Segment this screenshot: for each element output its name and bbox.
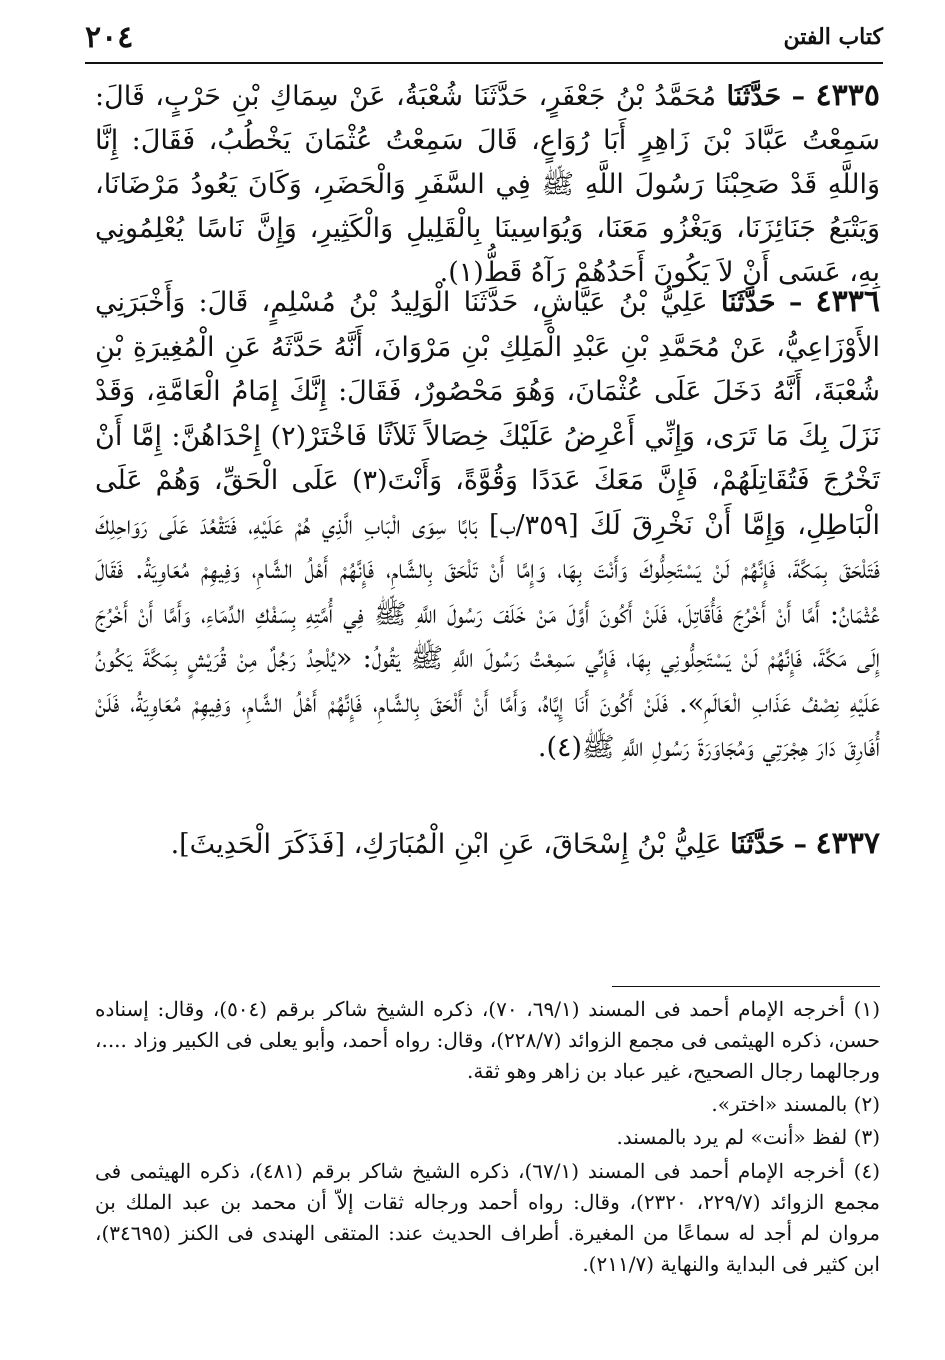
hadith-text: مُحَمَّدُ بْنُ جَعْفَرٍ، حَدَّثَنَا شُعْبَةُ، عَنْ سِمَاكِ بْنِ حَرْبٍ، قَالَ: سَمِعْتُ عَبَّادَ بْنَ زَاهِرٍ أَبَا رُوَاعٍ، قَالَ سَمِعْتُ عُثْمَانَ يَخْطُبُ، فَقَالَ: إِنَّا وَاللَّهِ قَدْ صَحِبْنَا رَسُولَ اللَّهِ ﷺ فِي السَّفَرِ وَالْحَضَرِ، وَكَانَ يَعُودُ مَرْضَانَا، وَيَتْبَعُ جَنَائِزَنَا، وَيَغْزُو مَعَنَا، وَيُوَاسِينَا بِالْقَلِيلِ وَالْكَثِيرِ، وَإِنَّ نَاسًا يُعْلِمُونِي بِهِ، عَسَى أَنْ لاَ يَكُونَ أَحَدُهُمْ رَآهُ قَطُّ(١). [95, 81, 880, 288]
page-header [85, 14, 883, 60]
hadith-entry [95, 822, 880, 867]
hadith-number: ٤٣٣٧ [815, 826, 880, 861]
footnote-rule [612, 986, 880, 987]
footnotes [95, 994, 880, 1280]
hadith-entry [95, 74, 880, 295]
hadith-opening: حَدَّثَنَا [730, 829, 785, 860]
hadith-opening: حَدَّثَنَا [726, 81, 782, 112]
hadith-separator: – [793, 829, 807, 860]
footnote: (١) أخرجه الإمام أحمد فى المسند (٦٩/١، ٧٠)، ذكره الشيخ شاكر برقم (٥٠٤)، وقال: إسناده حسن، ذكره الهيثمى فى مجمع الزوائد (٢٢٨/٧)، وقال: رواه أحمد، وأبو يعلى فى الكبير وزاد ....، ورجالهما رجال الصحيح، غير عباد بن زاهر وهو ثقة. [95, 997, 881, 1083]
hadith-separator: – [791, 81, 806, 112]
header-rule [85, 62, 883, 64]
page-number: ٢٠٤ [85, 20, 134, 55]
hadith-entry [95, 280, 880, 771]
hadith-text: عَلِيُّ بْنُ عَيَّاشٍ، حَدَّثَنَا الْوَلِيدُ بْنُ مُسْلِمٍ، قَالَ: وَأَخْبَرَنِي الأَوْزَاعِيُّ، عَنْ مُحَمَّدِ بْنِ عَبْدِ الْمَلِكِ بْنِ مَرْوَانَ، أَنَّهُ حَدَّثَهُ عَنِ الْمُغِيرَةِ بْنِ شُعْبَةَ، أَنَّهُ دَخَلَ عَلَى عُثْمَانَ، وَهُوَ مَحْصُورٌ، فَقَالَ: إِنَّكَ إِمَامُ الْعَامَّةِ، وَقَدْ نَزَلَ بِكَ مَا تَرَى، وَإِنِّي أَعْرِضُ عَلَيْكَ خِصَالاً ثَلاَثًا فَاخْتَرْ(٢) إِحْدَاهُنَّ: إِمَّا أَنْ تَخْرُجَ فَتُقَاتِلَهُمْ، فَإِنَّ مَعَكَ عَدَدًا وَقُوَّةً، وَأَنْتَ(٣) عَلَى الْحَقِّ، وَهُمْ عَلَى الْبَاطِلِ، وَإِمَّا أَنْ نَخْرِقَ لَكَ [٣٥٩/ب] بَابًا سِوَى الْبَابِ الَّذِي هُمْ عَلَيْهِ، فَتَقْعُدَ عَلَى رَوَاحِلِكَ فَتَلْحَقَ بِمَكَّةَ، فَإِنَّهُمْ لَنْ يَسْتَحِلُّوكَ وَأَنْتَ بِهَا، وَإِمَّا أَنْ تَلْحَقَ بِالشَّامِ، فَإِنَّهُمْ أَهْلُ الشَّامِ، وَفِيهِمْ مُعَاوِيَةُ. فَقَالَ عُثْمَانُ: أَمَّا أَنْ أَخْرُجَ فَأُقَاتِلَ، فَلَنْ أَكُونَ أَوَّلَ مَنْ خَلَفَ رَسُولَ اللَّهِ ﷺ فِي أُمَّتِهِ بِسَفْكِ الدِّمَاءِ، وَأَمَّا أَنْ أَخْرُجَ إِلَى مَكَّةَ، فَإِنَّهُمْ لَنْ يَسْتَحِلُّونِي بِهَا، فَإِنِّي سَمِعْتُ رَسُولَ اللَّهِ ﷺ يَقُولُ: «يُلْحِدُ رَجُلٌ مِنْ قُرَيْشٍ بِمَكَّةَ يَكُونُ عَلَيْهِ نِصْفُ عَذَابِ الْعَالَمِ». فَلَنْ أَكُونَ أَنَا إِيَّاهُ، وَأَمَّا أَنْ أَلْحَقَ بِالشَّامِ، فَإِنَّهُمْ أَهْلُ الشَّامِ، وَفِيهِمْ مُعَاوِيَةُ، فَلَنْ أُفَارِقَ دَارَ هِجْرَتِي وَمُجَاوَرَةَ رَسُولِ اللَّهِ ﷺ(٤). [95, 287, 880, 763]
hadith-separator: – [788, 287, 803, 318]
footnote: (٣) لفظ «أنت» لم يرد بالمسند. [616, 1125, 880, 1149]
footnote: (٢) بالمسند «اختر». [711, 1092, 880, 1116]
hadith-opening: حَدَّثَنَا [720, 287, 776, 318]
hadith-number: ٤٣٣٦ [815, 284, 880, 319]
running-title: كتاب الفتن [783, 24, 883, 50]
footnote: (٤) أخرجه الإمام أحمد فى المسند (٦٧/١)، ذكره الشيخ شاكر برقم (٤٨١)، ذكره الهيثمى فى مجمع الزوائد (٢٢٩/٧، ٢٣٢٠)، وقال: رواه أحمد ورجاله ثقات إلاّ أن محمد بن عبد الملك بن مروان لم أجد له سماعًا من المغيرة. أطراف الحديث عند: المتقى الهندى فى الكنز (٣٤٦٩٥)، ابن كثير فى البداية والنهاية (٢١١/٧). [95, 1159, 881, 1276]
hadith-number: ٤٣٣٥ [815, 78, 880, 113]
hadith-text: عَلِيُّ بْنُ إِسْحَاقَ، عَنِ ابْنِ الْمُبَارَكِ، [فَذَكَرَ الْحَدِيثَ]. [170, 829, 722, 860]
